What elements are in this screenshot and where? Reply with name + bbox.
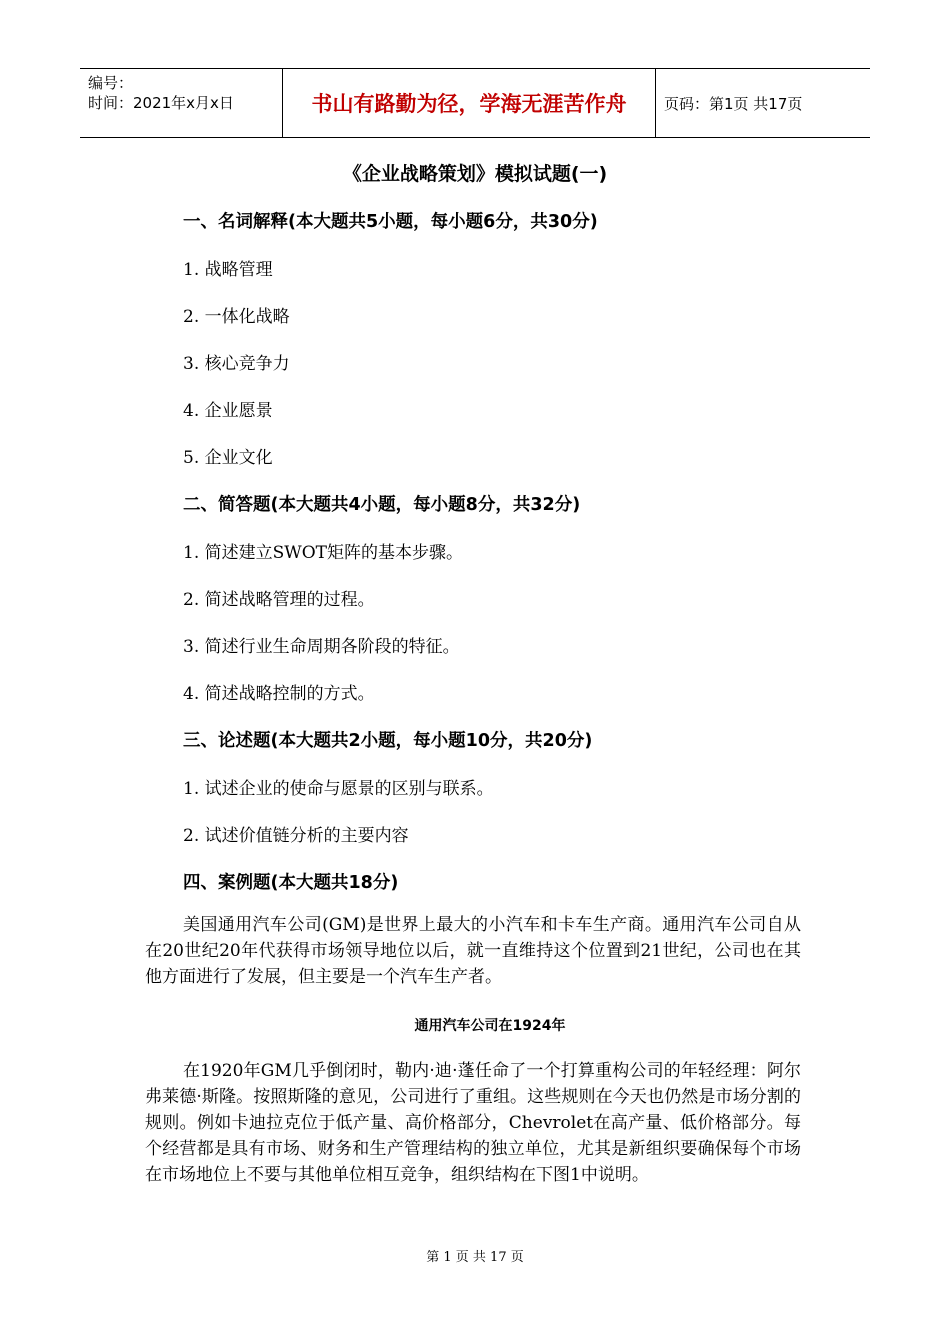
document-number-label: 编号： — [88, 74, 134, 92]
section-heading-3: 三、论述题(本大题共2小题，每小题10分，共20分) — [183, 731, 593, 751]
question-item: 4. 简述战略控制的方式。 — [183, 684, 375, 704]
exam-title: 《企业战略策划》模拟试题(一) — [342, 163, 608, 185]
question-item: 5. 企业文化 — [183, 448, 273, 468]
question-item: 1. 战略管理 — [183, 260, 273, 280]
header-motto: 书山有路勤为径，学海无涯苦作舟 — [282, 69, 656, 137]
question-item: 2. 简述战略管理的过程。 — [183, 590, 375, 610]
question-item: 1. 简述建立SWOT矩阵的基本步骤。 — [183, 543, 464, 563]
question-item: 3. 核心竞争力 — [183, 354, 290, 374]
page-header — [80, 68, 870, 138]
document-date-label: 时间：2021年x月x日 — [88, 94, 234, 112]
page-footer: 第 1 页 共 17 页 — [426, 1250, 524, 1265]
section-heading-2: 二、简答题(本大题共4小题，每小题8分，共32分) — [183, 495, 581, 515]
section-heading-4: 四、案例题(本大题共18分) — [183, 873, 399, 893]
header-meta — [80, 69, 282, 137]
case-subtitle: 通用汽车公司在1924年 — [414, 1018, 566, 1034]
question-item: 4. 企业愿景 — [183, 401, 273, 421]
section-heading-1: 一、名词解释(本大题共5小题，每小题6分，共30分) — [183, 212, 598, 232]
question-item: 1. 试述企业的使命与愿景的区别与联系。 — [183, 779, 494, 799]
question-item: 3. 简述行业生命周期各阶段的特征。 — [183, 637, 460, 657]
case-paragraph-1: 美国通用汽车公司(GM)是世界上最大的小汽车和卡车生产商。通用汽车公司自从在20世纪20年代获得市场领导地位以后，就一直维持这个位置到21世纪，公司也在其他方面进行了发展，但主要是一个汽车生产者。 — [145, 915, 801, 987]
header-page-info: 页码：第1页 共17页 — [664, 94, 803, 113]
question-item: 2. 一体化战略 — [183, 307, 290, 327]
case-paragraph-2: 在1920年GM几乎倒闭时，勒内·迪·蓬任命了一个打算重构公司的年轻经理：阿尔弗莱德·斯隆。按照斯隆的意见，公司进行了重组。这些规则在今天也仍然是市场分割的规则。例如卡迪拉克位于低产量、高价格部分，Chevrolet在高产量、低价格部分。每个经营都是具有市场、财务和生产管理结构的独立单位，尤其是新组织要确保每个市场在市场地位上不要与其他单位相互竞争，组织结构在下图1中说明。 — [145, 1061, 801, 1185]
question-item: 2. 试述价值链分析的主要内容 — [183, 826, 409, 846]
